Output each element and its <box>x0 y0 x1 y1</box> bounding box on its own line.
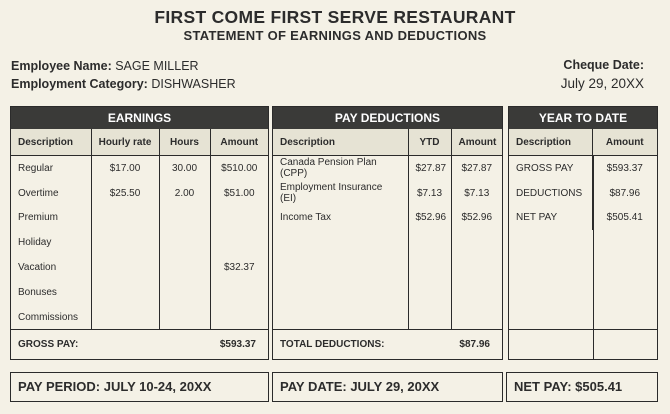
earnings-table <box>11 129 268 330</box>
table-row <box>273 206 502 231</box>
earnings-amount <box>210 230 268 255</box>
deductions-col-ytd: YTD <box>408 129 451 156</box>
deductions-panel <box>272 106 503 360</box>
pay-date-box: PAY DATE: JULY 29, 20XX <box>272 372 503 402</box>
table-row <box>11 156 268 181</box>
earnings-amount: $510.00 <box>210 156 268 181</box>
earnings-amount <box>210 305 268 330</box>
earnings-hours <box>159 305 210 330</box>
year-to-date-panel <box>508 106 658 360</box>
earnings-hours: 30.00 <box>159 156 210 181</box>
earnings-panel <box>10 106 269 360</box>
deduction-amount: $27.87 <box>451 156 502 181</box>
earnings-amount: $32.37 <box>210 255 268 280</box>
table-row <box>273 156 502 181</box>
table-row <box>273 280 502 305</box>
net-pay-box: NET PAY: $505.41 <box>506 372 658 402</box>
ytd-amount: $505.41 <box>592 206 657 231</box>
earnings-hours <box>159 255 210 280</box>
deduction-amount: $7.13 <box>451 181 502 206</box>
table-row <box>509 206 657 231</box>
earnings-rate <box>91 206 159 231</box>
ytd-col-amount: Amount <box>592 129 657 156</box>
ytd-description: DEDUCTIONS <box>516 187 583 199</box>
gross-pay-value: $593.37 <box>219 339 256 350</box>
cheque-date-value: July 29, 20XX <box>560 76 644 91</box>
table-row <box>11 280 268 305</box>
earnings-description: Commissions <box>18 311 79 323</box>
gross-pay-label: GROSS PAY: <box>18 339 79 350</box>
employee-name-line <box>11 59 199 73</box>
table-row <box>11 305 268 330</box>
earnings-description: Premium <box>18 212 59 224</box>
statement-subtitle: STATEMENT OF EARNINGS AND DEDUCTIONS <box>183 28 487 43</box>
employee-name-label: Employee Name: <box>11 59 112 73</box>
ytd-column-headers <box>509 129 657 156</box>
deduction-description: Canada Pension Plan (CPP) <box>280 157 377 180</box>
deduction-description: Income Tax <box>280 212 331 224</box>
earnings-description: Overtime <box>18 187 59 199</box>
earnings-rate <box>91 230 159 255</box>
employment-category-value: DISHWASHER <box>151 77 236 91</box>
table-row <box>11 255 268 280</box>
table-row <box>273 305 502 330</box>
table-row <box>11 181 268 206</box>
cheque-date-label: Cheque Date: <box>563 58 644 72</box>
earnings-rate: $25.50 <box>91 181 159 206</box>
year-to-date-table <box>509 129 657 230</box>
deductions-table <box>273 129 502 330</box>
year-to-date-header: YEAR TO DATE <box>509 107 657 129</box>
earnings-col-description: Description <box>11 129 91 156</box>
ytd-col-description: Description <box>509 129 592 156</box>
ytd-amount: $87.96 <box>592 181 657 206</box>
earnings-rate <box>91 255 159 280</box>
company-title: FIRST COME FIRST SERVE RESTAURANT <box>154 7 516 27</box>
table-row <box>11 206 268 231</box>
deductions-column-headers <box>273 129 502 156</box>
earnings-hours <box>159 280 210 305</box>
deductions-header: PAY DEDUCTIONS <box>273 107 502 129</box>
table-row <box>11 230 268 255</box>
total-deductions-row <box>273 329 502 359</box>
earnings-description: Regular <box>18 162 54 174</box>
table-row <box>273 255 502 280</box>
earnings-rate <box>91 280 159 305</box>
earnings-rate <box>91 305 159 330</box>
ytd-footer-row <box>509 329 657 359</box>
deductions-col-description: Description <box>273 129 408 156</box>
table-row <box>509 181 657 206</box>
earnings-col-hourly-rate: Hourly rate <box>91 129 159 156</box>
pay-period-box: PAY PERIOD: JULY 10-24, 20XX <box>10 372 269 402</box>
total-deductions-label: TOTAL DEDUCTIONS: <box>280 339 385 350</box>
deductions-col-amount: Amount <box>451 129 502 156</box>
earnings-hours <box>159 206 210 231</box>
earnings-hours <box>159 230 210 255</box>
earnings-description: Holiday <box>18 237 52 249</box>
table-row <box>273 230 502 255</box>
deduction-description: Employment Insurance (EI) <box>280 182 383 205</box>
earnings-amount <box>210 280 268 305</box>
table-row <box>509 156 657 181</box>
earnings-col-amount: Amount <box>210 129 268 156</box>
earnings-description: Vacation <box>18 262 57 274</box>
employment-category-line <box>11 77 236 91</box>
table-row <box>273 181 502 206</box>
total-deductions-value: $87.96 <box>459 339 490 350</box>
earnings-amount <box>210 206 268 231</box>
earnings-column-headers <box>11 129 268 156</box>
employment-category-label: Employment Category: <box>11 77 148 91</box>
employee-name-value: SAGE MILLER <box>115 59 199 73</box>
deduction-ytd: $52.96 <box>408 206 451 231</box>
ytd-description: NET PAY <box>516 212 558 224</box>
earnings-description: Bonuses <box>18 286 57 298</box>
gross-pay-row <box>11 329 268 359</box>
deduction-ytd: $7.13 <box>408 181 451 206</box>
earnings-hours: 2.00 <box>159 181 210 206</box>
earnings-rate: $17.00 <box>91 156 159 181</box>
earnings-col-hours: Hours <box>159 129 210 156</box>
ytd-amount: $593.37 <box>592 156 657 181</box>
deduction-ytd: $27.87 <box>408 156 451 181</box>
earnings-amount: $51.00 <box>210 181 268 206</box>
ytd-description: GROSS PAY <box>516 162 574 174</box>
deduction-amount: $52.96 <box>451 206 502 231</box>
earnings-header: EARNINGS <box>11 107 268 129</box>
